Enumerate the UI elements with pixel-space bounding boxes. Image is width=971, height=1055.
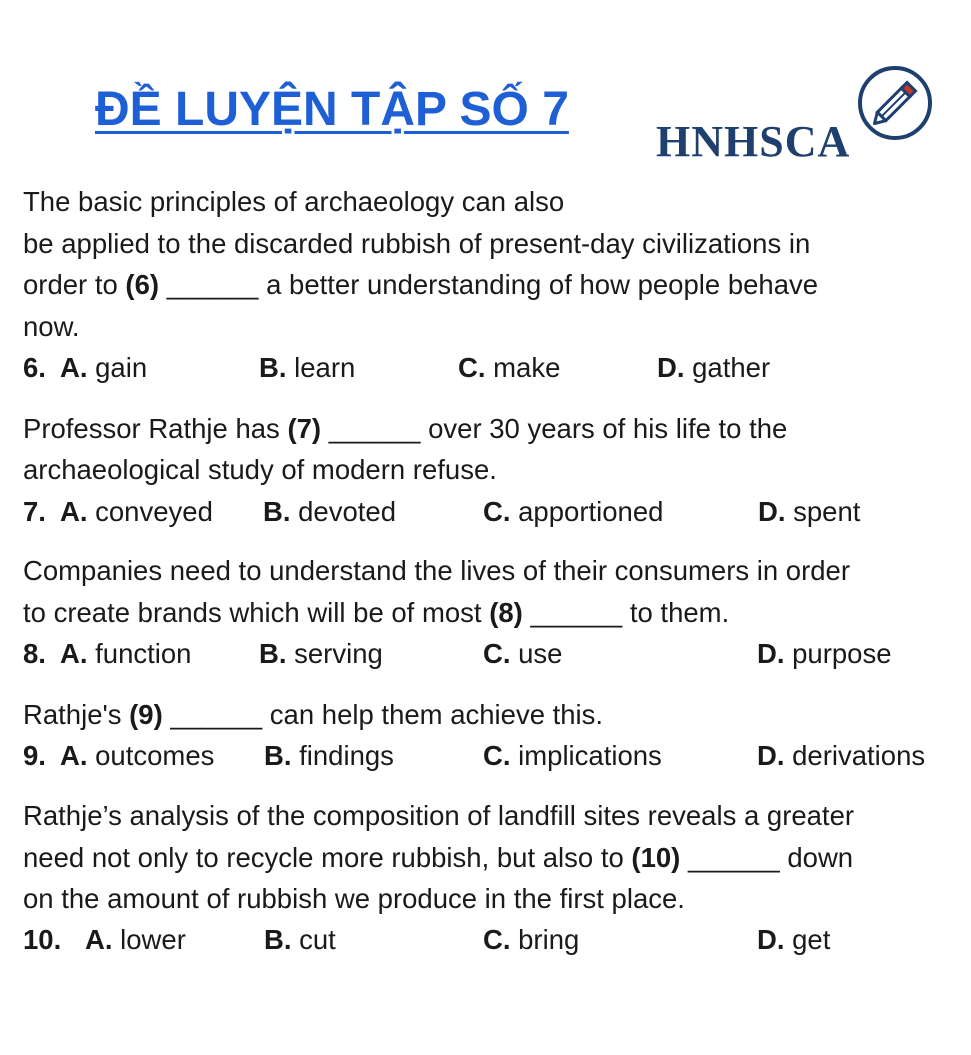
option-text: function bbox=[87, 638, 192, 669]
option-6c bbox=[458, 354, 560, 382]
question-number-9: 9. bbox=[23, 740, 46, 771]
passage-1-line-2: be applied to the discarded rubbish of present-day civilizations in bbox=[23, 228, 811, 259]
option-text: spent bbox=[785, 496, 861, 527]
option-7c bbox=[483, 498, 663, 526]
text: need not only to recycle more rubbish, but also to bbox=[23, 842, 632, 873]
option-text: get bbox=[784, 924, 831, 955]
text: Professor Rathje has bbox=[23, 413, 288, 444]
option-text: use bbox=[510, 638, 563, 669]
option-text: derivations bbox=[784, 740, 926, 771]
question-marker-10: (10) bbox=[631, 842, 681, 873]
option-6d bbox=[657, 354, 770, 382]
passage-1-line-4: now. bbox=[23, 311, 80, 342]
passage-1-line-3 bbox=[23, 271, 818, 299]
option-text: serving bbox=[286, 638, 383, 669]
option-9d bbox=[757, 742, 925, 770]
text: a better understanding of how people behave bbox=[258, 269, 819, 300]
question-marker-6: (6) bbox=[125, 269, 160, 300]
option-letter: A. bbox=[60, 740, 88, 771]
option-letter: C. bbox=[483, 496, 511, 527]
option-letter: B. bbox=[264, 924, 292, 955]
text: to them. bbox=[622, 597, 730, 628]
text: over 30 years of his life to the bbox=[420, 413, 788, 444]
passage-3-line-1: Companies need to understand the lives of their consumers in order bbox=[23, 555, 850, 586]
option-6a bbox=[60, 354, 147, 382]
option-7b bbox=[263, 498, 396, 526]
option-10d bbox=[757, 926, 830, 954]
question-number-10: 10. bbox=[23, 924, 62, 955]
question-marker-9: (9) bbox=[129, 699, 163, 730]
option-letter: B. bbox=[259, 352, 287, 383]
option-9c bbox=[483, 742, 662, 770]
question-number-7: 7. bbox=[23, 496, 46, 527]
option-letter: D. bbox=[757, 740, 785, 771]
passage-5-line-1: Rathje’s analysis of the composition of landfill sites reveals a greater bbox=[23, 800, 855, 831]
option-text: gain bbox=[87, 352, 148, 383]
option-letter: D. bbox=[657, 352, 685, 383]
option-text: gather bbox=[684, 352, 771, 383]
option-text: apportioned bbox=[510, 496, 664, 527]
option-10a bbox=[85, 926, 186, 954]
option-10b bbox=[264, 926, 336, 954]
option-letter: C. bbox=[483, 740, 511, 771]
option-text: devoted bbox=[290, 496, 397, 527]
passage-3-line-2 bbox=[23, 599, 729, 627]
passage-1-line-1: The basic principles of archaeology can also bbox=[23, 186, 565, 217]
question-marker-7: (7) bbox=[287, 413, 322, 444]
question-number-6: 6. bbox=[23, 352, 46, 383]
option-10c bbox=[483, 926, 579, 954]
blank-8: ______ bbox=[530, 597, 623, 628]
option-text: findings bbox=[291, 740, 394, 771]
text: to create brands which will be of most bbox=[23, 597, 490, 628]
option-letter: B. bbox=[259, 638, 287, 669]
text: Rathje's bbox=[23, 699, 130, 730]
option-7a bbox=[60, 498, 213, 526]
option-text: make bbox=[485, 352, 561, 383]
option-letter: A. bbox=[60, 496, 88, 527]
option-9a bbox=[60, 742, 214, 770]
pencil-icon bbox=[856, 64, 934, 142]
option-6b bbox=[259, 354, 355, 382]
passage-5-line-2 bbox=[23, 844, 853, 872]
option-8b bbox=[259, 640, 383, 668]
question-number-8: 8. bbox=[23, 638, 46, 669]
option-9b bbox=[264, 742, 394, 770]
option-letter: B. bbox=[263, 496, 291, 527]
option-7d bbox=[758, 498, 860, 526]
option-letter: D. bbox=[757, 638, 785, 669]
option-letter: C. bbox=[483, 924, 511, 955]
passage-2-line-2: archaeological study of modern refuse. bbox=[23, 454, 497, 485]
text: down bbox=[779, 842, 854, 873]
option-text: purpose bbox=[784, 638, 892, 669]
text: order to bbox=[23, 269, 126, 300]
page-title: ĐỀ LUYỆN TẬP SỐ 7 bbox=[95, 83, 569, 136]
option-letter: C. bbox=[483, 638, 511, 669]
option-letter: A. bbox=[60, 352, 88, 383]
option-letter: B. bbox=[264, 740, 292, 771]
option-letter: A. bbox=[60, 638, 88, 669]
passage-2-line-1 bbox=[23, 415, 787, 443]
option-letter: D. bbox=[757, 924, 785, 955]
option-text: implications bbox=[510, 740, 662, 771]
option-8a bbox=[60, 640, 191, 668]
blank-6: ______ bbox=[166, 269, 259, 300]
text: can help them achieve this. bbox=[262, 699, 604, 730]
question-marker-8: (8) bbox=[489, 597, 523, 628]
option-text: outcomes bbox=[87, 740, 215, 771]
option-letter: A. bbox=[85, 924, 113, 955]
option-letter: D. bbox=[758, 496, 786, 527]
passage-5-line-3: on the amount of rubbish we produce in the first place. bbox=[23, 883, 685, 914]
blank-7: ______ bbox=[328, 413, 421, 444]
option-letter: C. bbox=[458, 352, 486, 383]
option-text: bring bbox=[510, 924, 580, 955]
passage-4-line-1 bbox=[23, 701, 603, 729]
option-text: conveyed bbox=[87, 496, 213, 527]
logo-text: HNHSCA bbox=[656, 117, 851, 166]
blank-10: ______ bbox=[687, 842, 780, 873]
option-text: learn bbox=[286, 352, 356, 383]
option-8d bbox=[757, 640, 892, 668]
blank-9: ______ bbox=[170, 699, 263, 730]
option-text: cut bbox=[291, 924, 336, 955]
option-text: lower bbox=[112, 924, 186, 955]
option-8c bbox=[483, 640, 562, 668]
